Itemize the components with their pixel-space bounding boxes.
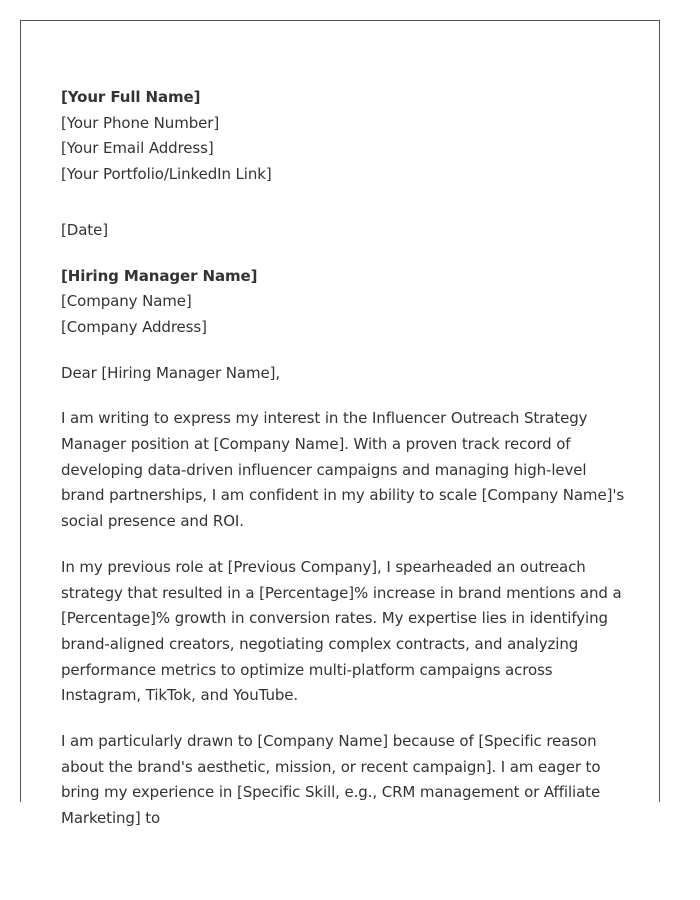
recipient-company: [Company Name] <box>61 292 192 311</box>
sender-block <box>61 85 627 188</box>
body-paragraph-3: I am particularly drawn to [Company Name] because of [Specific reason about the brand's aesthetic, mission, or recent campaign]. I am eager to bring my experience in [Specific Skill, e.g., CRM management or Affiliate Marketing] to <box>61 732 601 828</box>
sender-email: [Your Email Address] <box>61 139 214 158</box>
recipient-block <box>61 264 627 341</box>
body-paragraph-1: I am writing to express my interest in the Influencer Outreach Strategy Manager position at [Company Name]. With a proven track record of developing data-driven influencer campaigns and managing high-level brand partnerships, I am confident in my ability to scale [Company Name]'s social presence and ROI. <box>61 409 625 531</box>
letter-date: [Date] <box>61 220 108 239</box>
recipient-name: [Hiring Manager Name] <box>61 266 258 285</box>
sender-phone: [Your Phone Number] <box>61 113 220 132</box>
recipient-address: [Company Address] <box>61 317 207 336</box>
body-paragraph-2: In my previous role at [Previous Company], I spearheaded an outreach strategy that resulted in a [Percentage]% increase in brand mentions and a [Percentage]% growth in conversion rates. My expertise lies in identifying brand-aligned creators, negotiating complex contracts, and analyzing performance metrics to optimize multi-platform campaigns across Instagram, TikTok, and YouTube. <box>61 557 622 705</box>
spacer <box>61 244 627 264</box>
spacer <box>61 341 627 361</box>
spacer <box>61 188 627 218</box>
cover-letter-body <box>61 85 627 852</box>
document-page <box>20 20 660 828</box>
sender-name: [Your Full Name] <box>61 88 201 106</box>
sender-link: [Your Portfolio/LinkedIn Link] <box>61 165 272 184</box>
salutation: Dear [Hiring Manager Name], <box>61 363 281 382</box>
